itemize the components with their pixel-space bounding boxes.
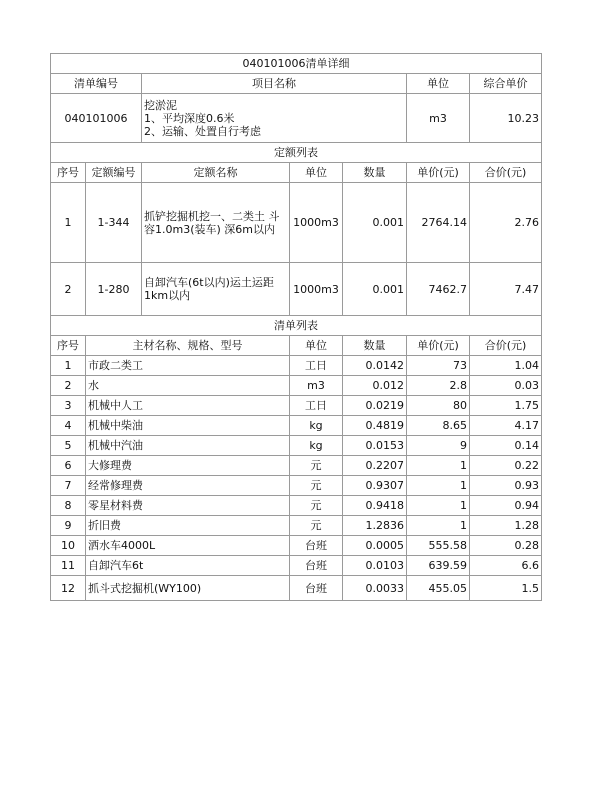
list-seq: 7 (51, 476, 86, 496)
list-price: 1 (407, 496, 470, 516)
list-unit: 工日 (290, 356, 343, 376)
list-unit: 台班 (290, 556, 343, 576)
list-seq: 8 (51, 496, 86, 516)
quota-header-total: 合价(元) (470, 163, 542, 183)
list-total: 0.93 (470, 476, 542, 496)
item-unit: m3 (407, 94, 470, 143)
list-unit: 元 (290, 476, 343, 496)
item-code: 040101006 (51, 94, 142, 143)
quota-unit: 1000m3 (290, 263, 343, 316)
quota-header-row (51, 163, 542, 183)
list-total: 4.17 (470, 416, 542, 436)
quota-code: 1-344 (86, 183, 142, 263)
list-row (51, 416, 542, 436)
list-row (51, 576, 542, 601)
list-price: 1 (407, 456, 470, 476)
table-title: 040101006清单详细 (51, 54, 542, 74)
list-name: 经常修理费 (86, 476, 290, 496)
list-seq: 11 (51, 556, 86, 576)
list-total: 0.94 (470, 496, 542, 516)
list-unit: kg (290, 436, 343, 456)
list-qty: 0.9418 (343, 496, 407, 516)
list-name: 机械中汽油 (86, 436, 290, 456)
list-seq: 12 (51, 576, 86, 601)
header-code: 清单编号 (51, 74, 142, 94)
list-row (51, 376, 542, 396)
quota-price: 7462.7 (407, 263, 470, 316)
list-total: 0.03 (470, 376, 542, 396)
list-price: 639.59 (407, 556, 470, 576)
list-unit: kg (290, 416, 343, 436)
list-unit: 工日 (290, 396, 343, 416)
list-qty: 0.0153 (343, 436, 407, 456)
list-qty: 0.2207 (343, 456, 407, 476)
quota-header-code: 定额编号 (86, 163, 142, 183)
list-qty: 0.0219 (343, 396, 407, 416)
list-seq: 1 (51, 356, 86, 376)
list-unit: 元 (290, 516, 343, 536)
list-total: 1.5 (470, 576, 542, 601)
list-row (51, 456, 542, 476)
list-price: 9 (407, 436, 470, 456)
item-name-line: 2、运输、处置自行考虑 (144, 124, 261, 138)
list-total: 6.6 (470, 556, 542, 576)
list-header-unit: 单位 (290, 336, 343, 356)
list-name: 自卸汽车6t (86, 556, 290, 576)
item-header-row (51, 74, 542, 94)
list-seq: 4 (51, 416, 86, 436)
list-name: 洒水车4000L (86, 536, 290, 556)
list-name: 机械中人工 (86, 396, 290, 416)
list-name: 市政二类工 (86, 356, 290, 376)
list-row (51, 556, 542, 576)
list-qty: 0.0005 (343, 536, 407, 556)
item-name-line: 1、平均深度0.6米 (144, 111, 235, 125)
quota-code: 1-280 (86, 263, 142, 316)
item-price: 10.23 (470, 94, 542, 143)
header-price: 综合单价 (470, 74, 542, 94)
list-header-row (51, 336, 542, 356)
list-header-seq: 序号 (51, 336, 86, 356)
list-seq: 9 (51, 516, 86, 536)
list-price: 8.65 (407, 416, 470, 436)
list-name: 零星材料费 (86, 496, 290, 516)
list-header-price: 单价(元) (407, 336, 470, 356)
quota-header-unit: 单位 (290, 163, 343, 183)
quota-total: 2.76 (470, 183, 542, 263)
quota-price: 2764.14 (407, 183, 470, 263)
quota-unit: 1000m3 (290, 183, 343, 263)
list-seq: 6 (51, 456, 86, 476)
quota-header-name: 定额名称 (142, 163, 290, 183)
header-unit: 单位 (407, 74, 470, 94)
list-seq: 5 (51, 436, 86, 456)
quota-seq: 2 (51, 263, 86, 316)
quota-qty: 0.001 (343, 183, 407, 263)
list-price: 73 (407, 356, 470, 376)
list-price: 2.8 (407, 376, 470, 396)
list-total: 0.22 (470, 456, 542, 476)
list-price: 555.58 (407, 536, 470, 556)
quota-row (51, 263, 542, 316)
list-qty: 0.0142 (343, 356, 407, 376)
list-unit: 元 (290, 456, 343, 476)
header-name: 项目名称 (142, 74, 407, 94)
item-row (51, 94, 542, 143)
list-total: 1.04 (470, 356, 542, 376)
list-price: 1 (407, 476, 470, 496)
list-row (51, 396, 542, 416)
quota-qty: 0.001 (343, 263, 407, 316)
list-total: 1.28 (470, 516, 542, 536)
quota-header-qty: 数量 (343, 163, 407, 183)
list-header-name: 主材名称、规格、型号 (86, 336, 290, 356)
list-name: 折旧费 (86, 516, 290, 536)
list-row (51, 436, 542, 456)
list-price: 80 (407, 396, 470, 416)
list-total: 1.75 (470, 396, 542, 416)
list-total: 0.28 (470, 536, 542, 556)
list-price: 455.05 (407, 576, 470, 601)
list-qty: 0.012 (343, 376, 407, 396)
quota-header-seq: 序号 (51, 163, 86, 183)
list-name: 抓斗式挖掘机(WY100) (86, 576, 290, 601)
list-row (51, 536, 542, 556)
list-row (51, 496, 542, 516)
quota-seq: 1 (51, 183, 86, 263)
list-total: 0.14 (470, 436, 542, 456)
quota-name: 抓铲挖掘机挖一、二类土 斗容1.0m3(装车) 深6m以内 (142, 183, 290, 263)
list-name: 机械中柴油 (86, 416, 290, 436)
list-qty: 1.2836 (343, 516, 407, 536)
list-qty: 0.4819 (343, 416, 407, 436)
list-unit: 台班 (290, 536, 343, 556)
list-unit: m3 (290, 376, 343, 396)
bill-detail-table (50, 53, 542, 601)
list-seq: 3 (51, 396, 86, 416)
list-unit: 元 (290, 496, 343, 516)
quota-row (51, 183, 542, 263)
list-row (51, 476, 542, 496)
list-unit: 台班 (290, 576, 343, 601)
item-name-line: 挖淤泥 (144, 98, 177, 112)
quota-section-title: 定额列表 (51, 143, 542, 163)
list-qty: 0.0033 (343, 576, 407, 601)
quota-name: 自卸汽车(6t以内)运土运距1km以内 (142, 263, 290, 316)
list-name: 水 (86, 376, 290, 396)
item-name (142, 94, 407, 143)
list-price: 1 (407, 516, 470, 536)
list-section-title: 清单列表 (51, 316, 542, 336)
quota-header-price: 单价(元) (407, 163, 470, 183)
list-qty: 0.0103 (343, 556, 407, 576)
quota-total: 7.47 (470, 263, 542, 316)
list-row (51, 516, 542, 536)
list-header-qty: 数量 (343, 336, 407, 356)
list-seq: 10 (51, 536, 86, 556)
list-seq: 2 (51, 376, 86, 396)
list-row (51, 356, 542, 376)
list-name: 大修理费 (86, 456, 290, 476)
list-qty: 0.9307 (343, 476, 407, 496)
list-header-total: 合价(元) (470, 336, 542, 356)
